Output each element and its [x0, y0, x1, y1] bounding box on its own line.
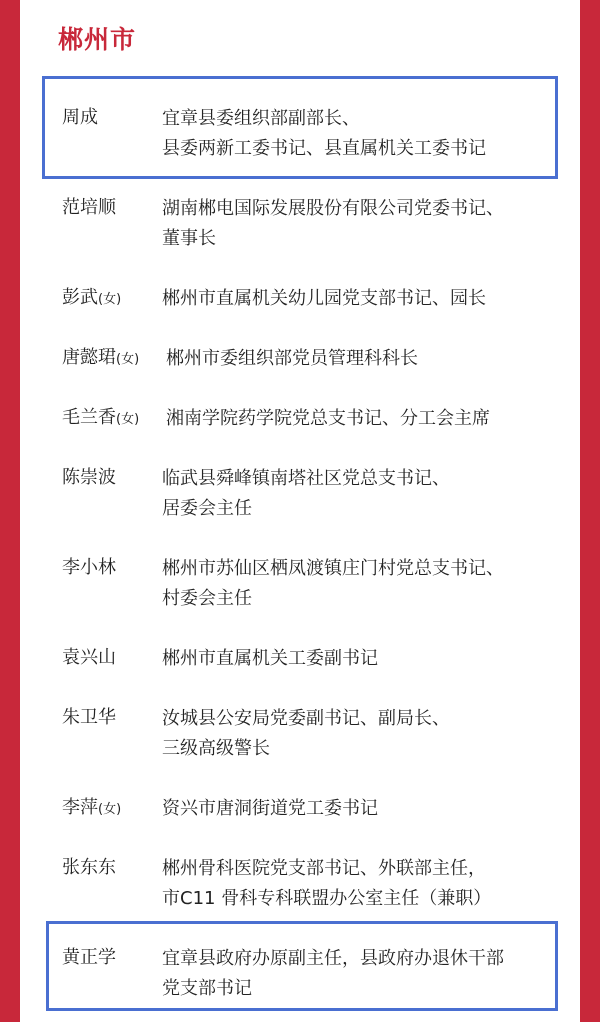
person-name: 袁兴山 — [62, 647, 116, 668]
content-card — [20, 0, 580, 1022]
person-name: 毛兰香(女) — [62, 407, 140, 428]
person-name: 范培顺 — [62, 197, 116, 218]
person-name: 陈崇波 — [62, 467, 116, 488]
person-title: 资兴市唐洞街道党工委书记 — [162, 798, 378, 819]
person-name: 唐懿珺(女) — [62, 347, 140, 368]
person-title: 郴州市委组织部党员管理科科长 — [166, 348, 418, 369]
person-name: 黄正学 — [62, 947, 116, 968]
person-title: 汝城县公安局党委副书记、副局长、 三级高级警长 — [162, 708, 450, 759]
person-title: 宜章县委组织部副部长、 县委两新工委书记、县直属机关工委书记 — [162, 108, 486, 159]
person-title: 湖南郴电国际发展股份有限公司党委书记、 董事长 — [162, 198, 504, 249]
person-name: 彭武(女) — [62, 287, 122, 308]
city-heading: 郴州市 — [58, 25, 137, 54]
person-title: 临武县舜峰镇南塔社区党总支书记、 居委会主任 — [162, 468, 450, 519]
person-title: 郴州骨科医院党支部书记、外联部主任， 市C11 骨科专科联盟办公室主任（兼职） — [162, 858, 492, 909]
person-name: 周成 — [62, 107, 98, 128]
person-name: 李小林 — [62, 557, 116, 578]
person-title: 郴州市苏仙区栖凤渡镇庄门村党总支书记、 村委会主任 — [162, 558, 504, 609]
person-title: 郴州市直属机关幼儿园党支部书记、园长 — [162, 288, 486, 309]
person-title: 宜章县政府办原副主任，县政府办退休干部 党支部书记 — [162, 948, 504, 999]
person-name: 朱卫华 — [62, 707, 116, 728]
person-name: 李萍(女) — [62, 797, 122, 818]
person-name: 张东东 — [62, 857, 116, 878]
person-title: 湘南学院药学院党总支书记、分工会主席 — [166, 408, 490, 429]
person-title: 郴州市直属机关工委副书记 — [162, 648, 378, 669]
